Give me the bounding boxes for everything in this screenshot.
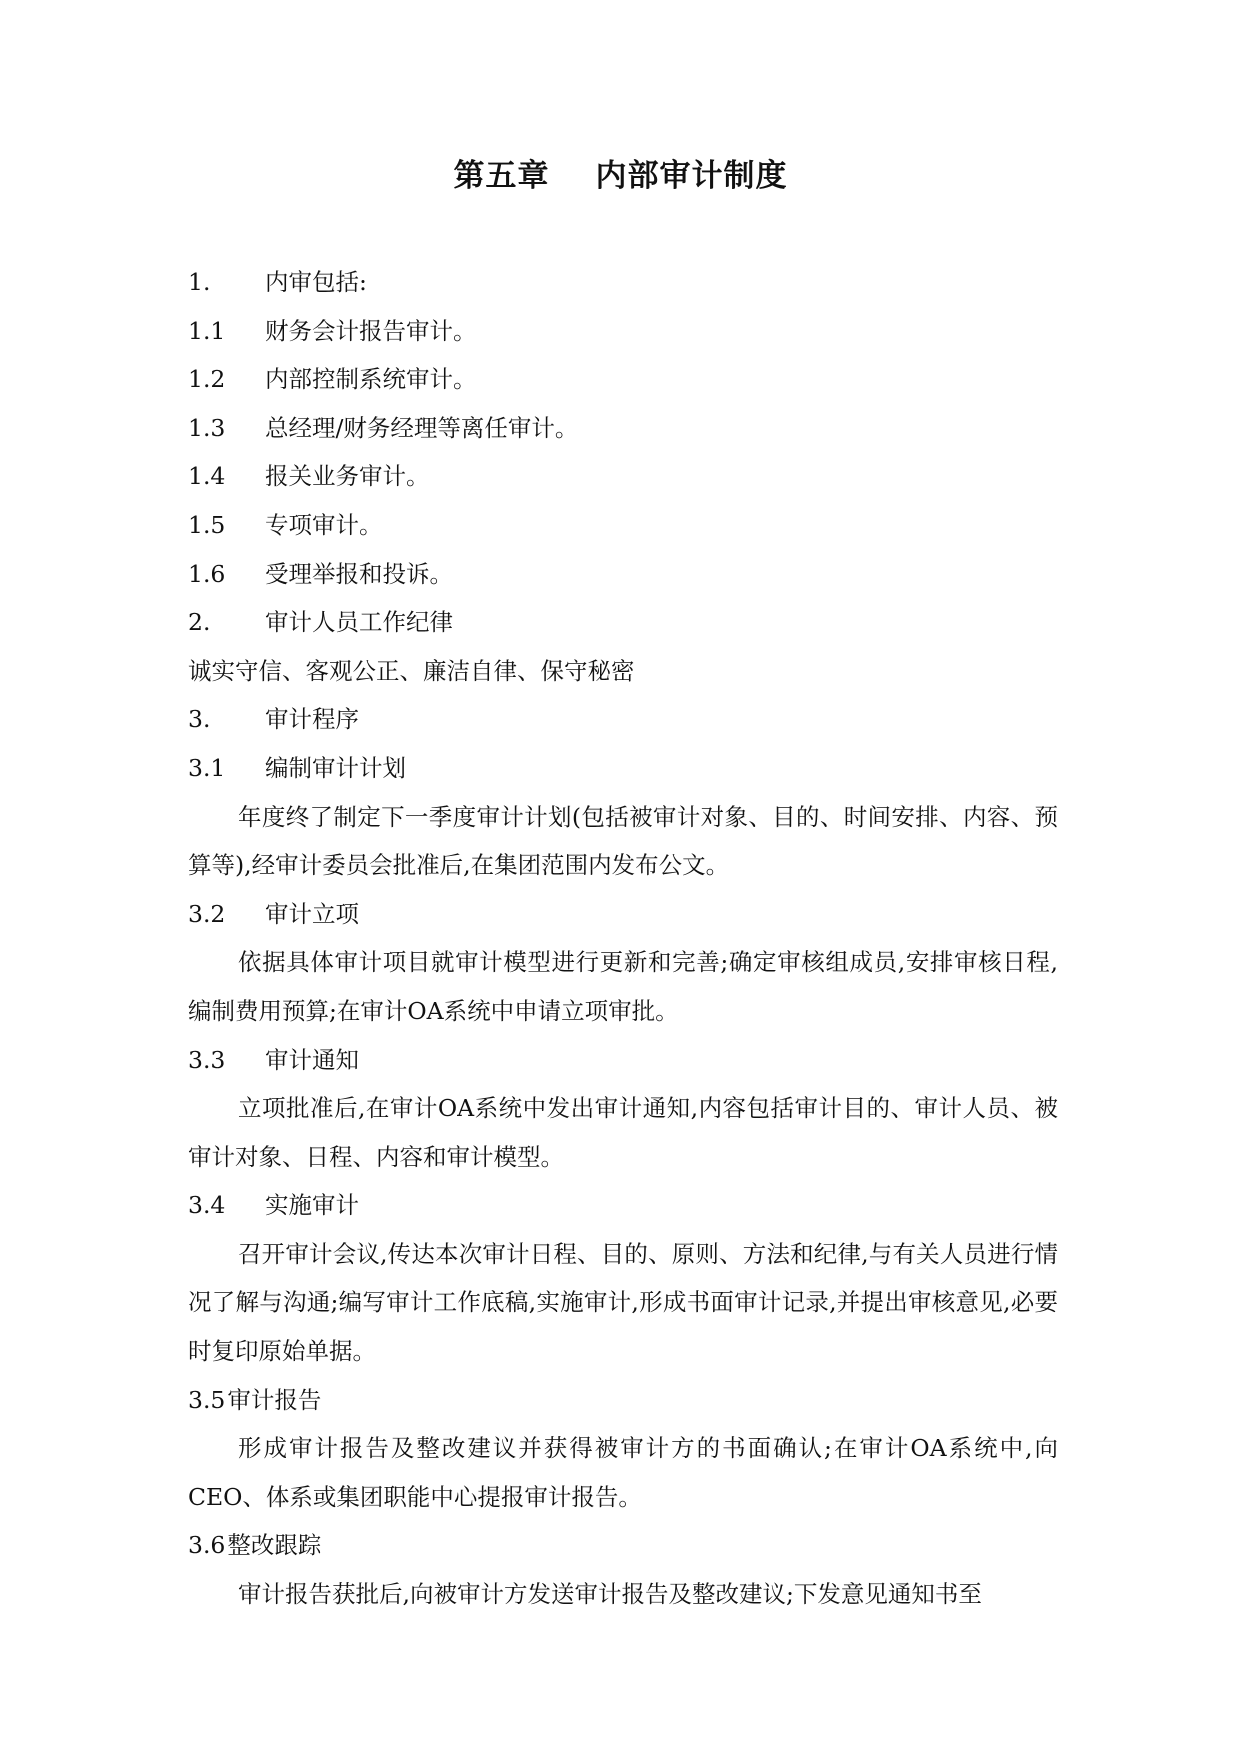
step-number: 3.3 xyxy=(188,1045,226,1074)
step-heading xyxy=(188,1521,1058,1570)
step-heading xyxy=(188,1181,1058,1230)
step-title: 整改跟踪 xyxy=(227,1531,322,1560)
item-number: 1.5 xyxy=(188,510,226,539)
item-text: 专项审计。 xyxy=(265,510,383,539)
step-body: 形成审计报告及整改建议并获得被审计方的书面确认;在审计OA系统中,向CEO、体系或集团职能中心提报审计报告。 xyxy=(188,1434,1058,1511)
list-item xyxy=(188,501,1058,550)
step-number: 3.2 xyxy=(188,899,226,928)
item-number: 1.4 xyxy=(188,462,226,491)
list-item xyxy=(188,258,1058,307)
item-number: 2. xyxy=(188,608,211,637)
step-number: 3.4 xyxy=(188,1191,226,1220)
list-item xyxy=(188,598,1058,647)
step-heading xyxy=(188,1036,1058,1085)
section-number: 3. xyxy=(188,705,211,734)
item-text: 总经理/财务经理等离任审计。 xyxy=(265,413,579,442)
step-body: 审计报告获批后,向被审计方发送审计报告及整改建议;下发意见通知书至 xyxy=(238,1580,982,1609)
step-title: 审计通知 xyxy=(265,1045,359,1074)
step-number: 3.1 xyxy=(188,753,226,782)
discipline-text: 诚实守信、客观公正、廉洁自律、保守秘密 xyxy=(188,656,635,685)
step-number: 3.6 xyxy=(188,1531,226,1560)
document-body xyxy=(188,258,1058,1619)
item-number: 1.1 xyxy=(188,316,226,345)
section-heading xyxy=(188,695,1058,744)
list-item xyxy=(188,550,1058,599)
step-body: 召开审计会议,传达本次审计日程、目的、原则、方法和纪律,与有关人员进行情况了解与沟通;编写审计工作底稿,实施审计,形成书面审计记录,并提出审核意见,必要时复印原始单据。 xyxy=(188,1239,1058,1366)
chapter-name: 内部审计制度 xyxy=(595,158,788,194)
step-body: 立项批准后,在审计OA系统中发出审计通知,内容包括审计目的、审计人员、被审计对象、日程、内容和审计模型。 xyxy=(188,1094,1058,1171)
item-text: 受理举报和投诉。 xyxy=(265,559,453,588)
section-title: 审计程序 xyxy=(265,705,359,734)
item-text: 内部控制系统审计。 xyxy=(265,365,477,394)
list-item xyxy=(188,404,1058,453)
item-number: 1. xyxy=(188,268,211,296)
step-title: 编制审计计划 xyxy=(265,753,406,782)
item-text: 审计人员工作纪律 xyxy=(265,608,453,637)
step-number: 3.5 xyxy=(188,1385,226,1414)
step-title: 实施审计 xyxy=(265,1191,359,1220)
item-number: 1.6 xyxy=(188,559,226,588)
item-number: 1.3 xyxy=(188,413,226,442)
step-title: 审计报告 xyxy=(227,1385,322,1414)
step-heading xyxy=(188,1376,1058,1425)
step-body: 年度终了制定下一季度审计计划(包括被审计对象、目的、时间安排、内容、预算等),经审计委员会批准后,在集团范围内发布公文。 xyxy=(188,802,1058,880)
list-item xyxy=(188,452,1058,501)
item-text: 财务会计报告审计。 xyxy=(265,316,477,345)
step-body: 依据具体审计项目就审计模型进行更新和完善;确定审核组成员,安排审核日程,编制费用预算;在审计OA系统中申请立项审批。 xyxy=(188,948,1058,1025)
chapter-number: 第五章 xyxy=(453,158,550,194)
step-title: 审计立项 xyxy=(265,899,359,928)
item-text: 内审包括: xyxy=(265,268,367,296)
chapter-title xyxy=(0,150,1241,195)
step-heading xyxy=(188,890,1058,939)
list-item xyxy=(188,307,1058,356)
step-heading xyxy=(188,744,1058,793)
list-item xyxy=(188,355,1058,404)
item-number: 1.2 xyxy=(188,365,226,394)
item-text: 报关业务审计。 xyxy=(265,462,430,491)
